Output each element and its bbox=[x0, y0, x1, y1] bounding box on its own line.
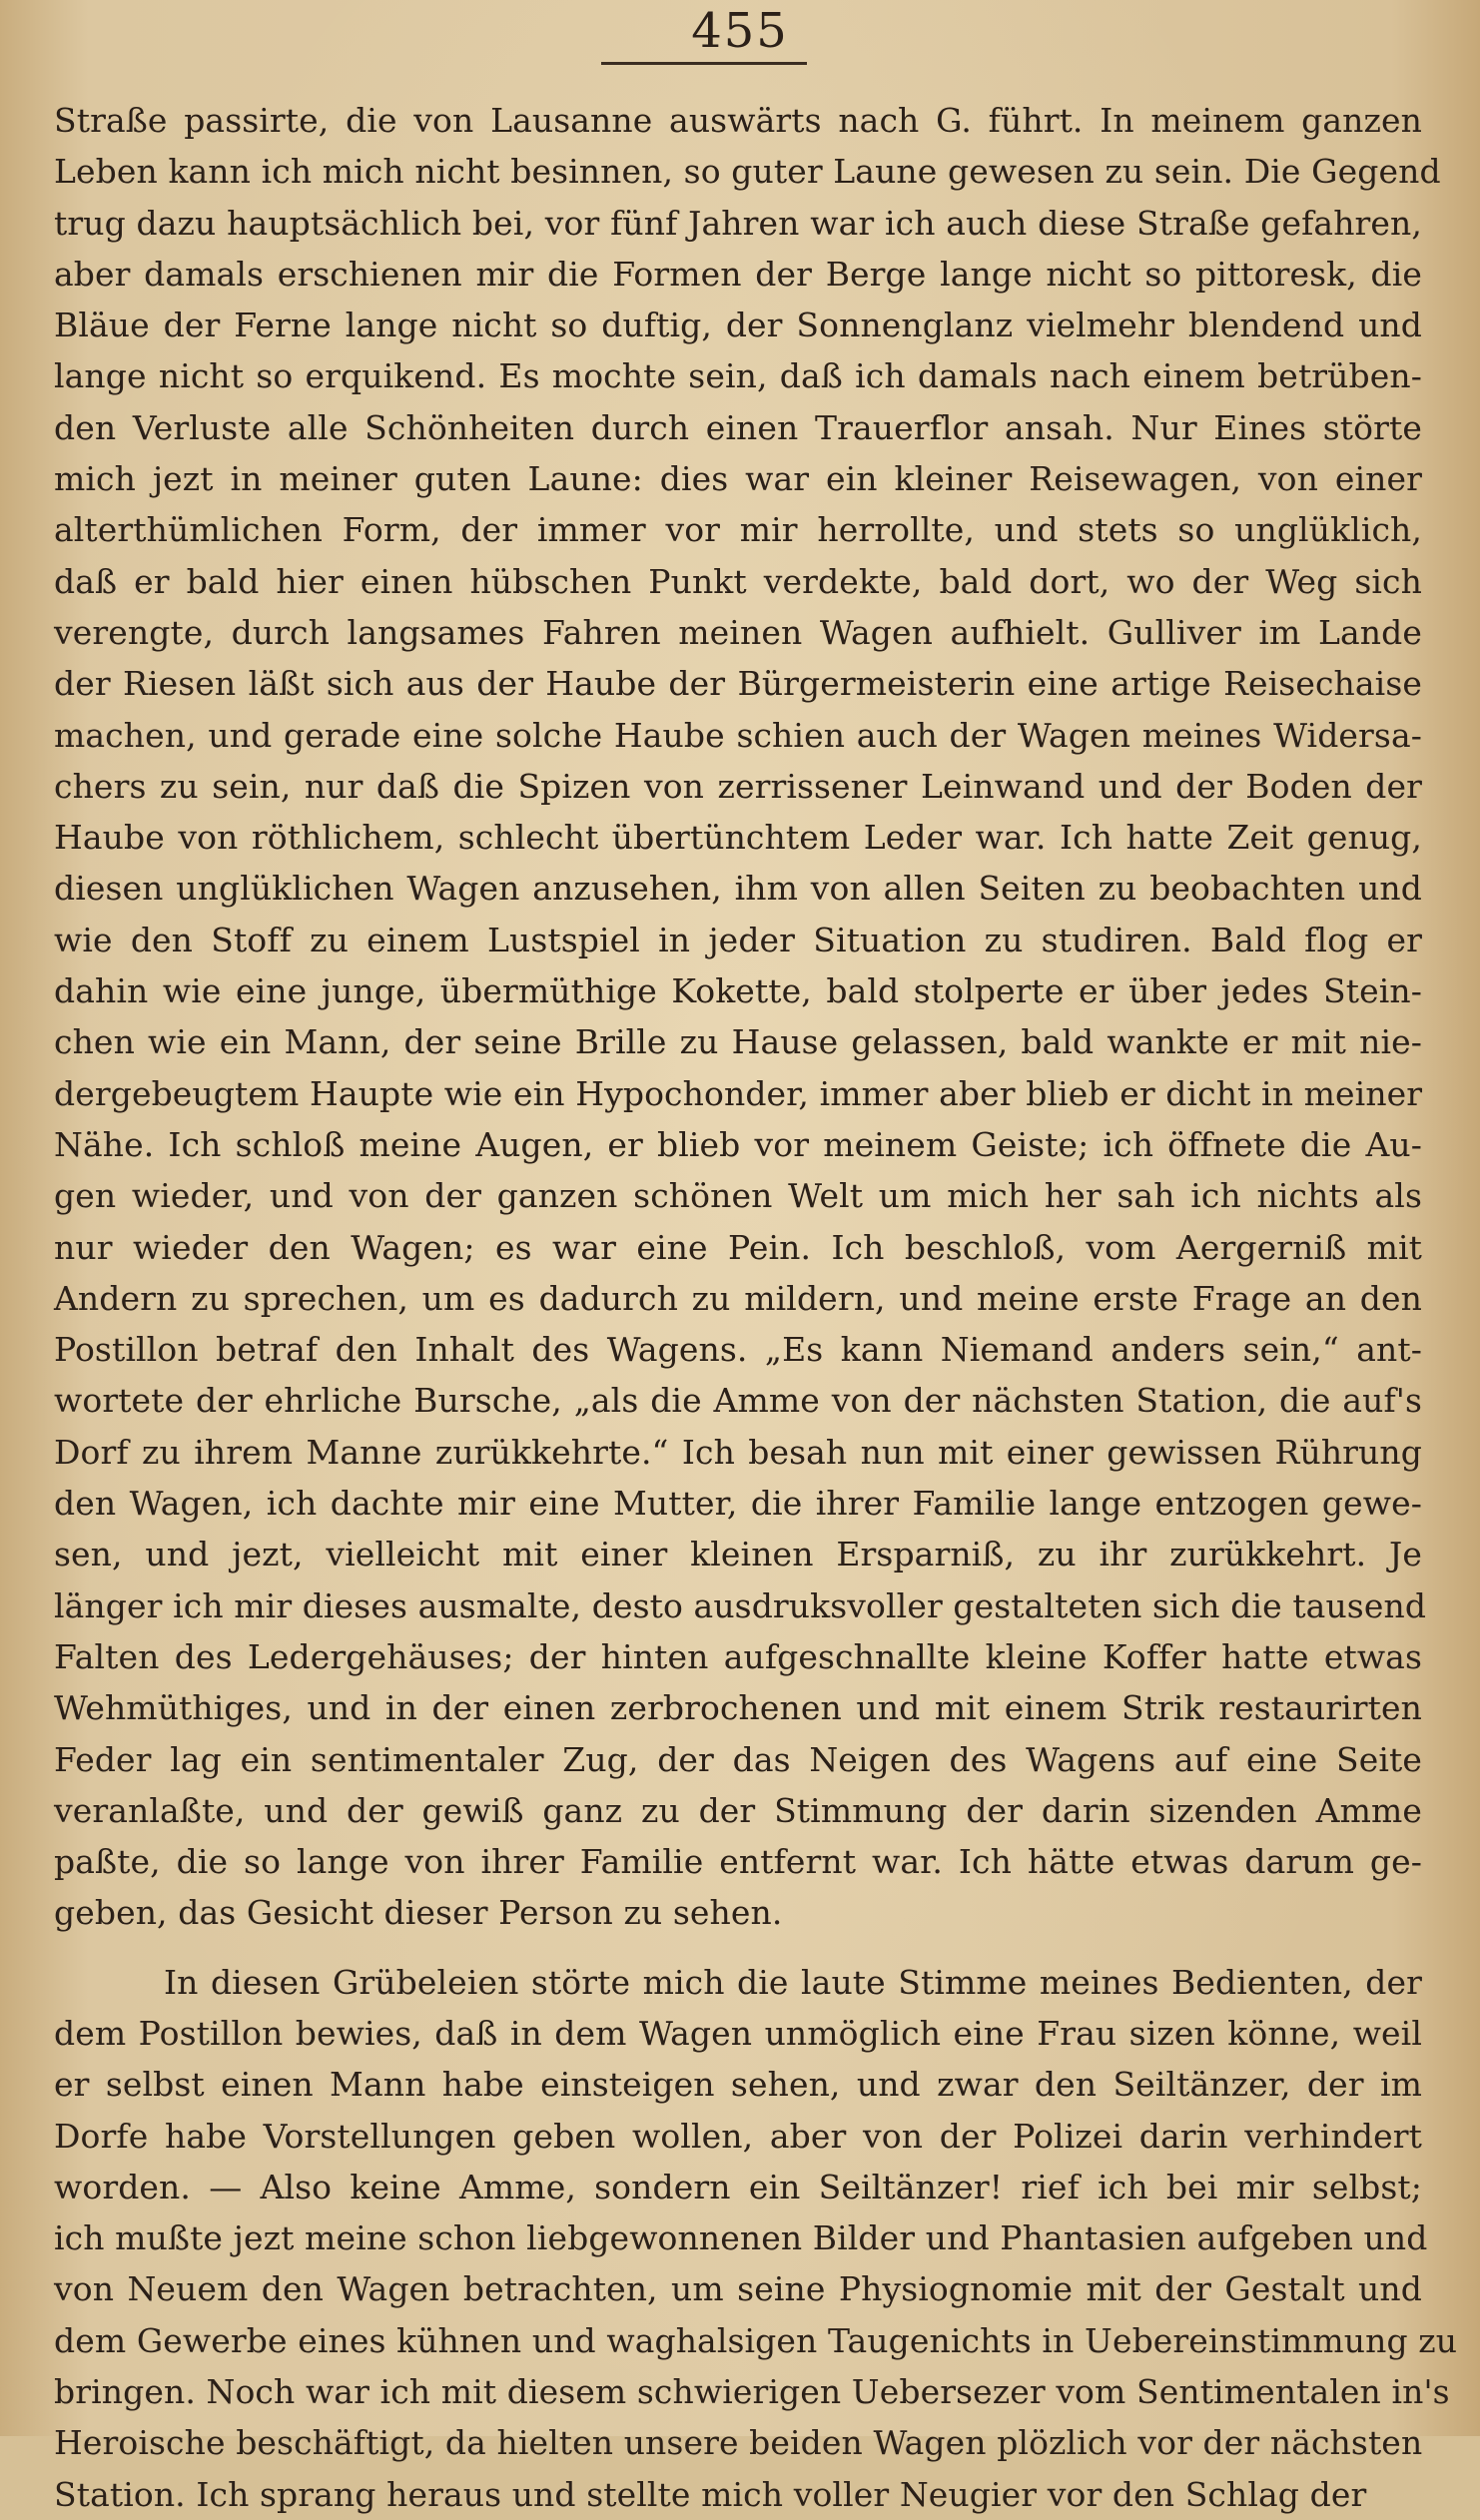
text-line: Postillon betraf den Inhalt des Wagens. „Es kann Niemand anders sein,“ ant- bbox=[54, 1330, 1422, 1370]
text-line: wortete der ehrliche Bursche, „als die Amme von der nächsten Station, die auf's bbox=[54, 1381, 1422, 1421]
text-line: Nähe. Ich schloß meine Augen, er blieb vor meinem Geiste; ich öffnete die Au- bbox=[54, 1124, 1422, 1164]
text-line: trug dazu hauptsächlich bei, vor fünf Jahren war ich auch diese Straße gefahren, bbox=[54, 203, 1422, 243]
text-line: diesen unglüklichen Wagen anzusehen, ihm von allen Seiten zu beobachten und bbox=[54, 869, 1422, 909]
text-line: verengte, durch langsames Fahren meinen Wagen aufhielt. Gulliver im Lande bbox=[54, 612, 1422, 652]
text-line: alterthümlichen Form, der immer vor mir herrollte, und stets so unglüklich, bbox=[54, 510, 1422, 550]
text-line: Feder lag ein sentimentaler Zug, der das Neigen des Wagens auf eine Seite bbox=[54, 1739, 1422, 1779]
text-line: Heroische beschäftigt, da hielten unsere beiden Wagen plözlich vor der nächsten bbox=[54, 2423, 1423, 2463]
text-line: aber damals erschienen mir die Formen der Berge lange nicht so pittoresk, die bbox=[54, 254, 1422, 294]
text-line: dem Postillon bewies, daß in dem Wagen unmöglich eine Frau sizen könne, weil bbox=[54, 2013, 1422, 2053]
text-line: Bläue der Ferne lange nicht so duftig, der Sonnenglanz vielmehr blendend und bbox=[54, 306, 1422, 345]
text-line: daß er bald hier einen hübschen Punkt verdekte, bald dort, wo der Weg sich bbox=[54, 561, 1422, 601]
text-line: der Riesen läßt sich aus der Haube der Bürgermeisterin eine artige Reisechaise bbox=[54, 664, 1422, 704]
text-line: wie den Stoff zu einem Lustspiel in jeder Situation zu studiren. Bald flog er bbox=[54, 920, 1422, 959]
text-line: sen, und jezt, vielleicht mit einer kleinen Ersparniß, zu ihr zurükkehrt. Je bbox=[54, 1535, 1422, 1575]
text-line: Wehmüthiges, und in der einen zerbrochenen und mit einem Strik restaurirten bbox=[54, 1688, 1422, 1728]
text-line: Dorf zu ihrem Manne zurükkehrte.“ Ich besah nun mit einer gewissen Rührung bbox=[54, 1432, 1422, 1472]
paragraph-1 bbox=[54, 95, 1441, 1939]
text-line: veranlaßte, und der gewiß ganz zu der Stimmung der darin sizenden Amme bbox=[54, 1790, 1422, 1830]
header-rule bbox=[601, 62, 807, 65]
text-line: Falten des Ledergehäuses; der hinten aufgeschnallte kleine Koffer hatte etwas bbox=[54, 1636, 1422, 1676]
text-line: In diesen Grübeleien störte mich die laute Stimme meines Bedienten, der bbox=[164, 1962, 1422, 2002]
text-line: lange nicht so erquikend. Es mochte sein, daß ich damals nach einem betrüben- bbox=[54, 356, 1422, 396]
text-line: nur wieder den Wagen; es war eine Pein. Ich beschloß, vom Aergerniß mit bbox=[54, 1227, 1422, 1267]
text-line: Leben kann ich mich nicht besinnen, so guter Laune gewesen zu sein. Die Gegend bbox=[54, 152, 1441, 192]
paragraph-gap bbox=[54, 1939, 1422, 1957]
text-line: chers zu sein, nur daß die Spizen von zerrissener Leinwand und der Boden der bbox=[54, 766, 1422, 806]
text-line: er selbst einen Mann habe einsteigen sehen, und zwar den Seiltänzer, der im bbox=[54, 2065, 1422, 2105]
text-line: Andern zu sprechen, um es dadurch zu mildern, und meine erste Frage an den bbox=[54, 1278, 1422, 1318]
text-line: worden. — Also keine Amme, sondern ein Seiltänzer! rief ich bei mir selbst; bbox=[54, 2167, 1422, 2206]
text-line: ich mußte jezt meine schon liebgewonnenen Bilder und Phantasien aufgeben und bbox=[54, 2218, 1428, 2258]
text-line: chen wie ein Mann, der seine Brille zu Hause gelassen, bald wankte er mit nie- bbox=[54, 1022, 1422, 1062]
text-line: Station. Ich sprang heraus und stellte mich voller Neugier vor den Schlag der bbox=[54, 2474, 1367, 2514]
text-line: Straße passirte, die von Lausanne auswärts nach G. führt. In meinem ganzen bbox=[54, 101, 1422, 140]
text-line: paßte, die so lange von ihrer Familie entfernt war. Ich hätte etwas darum ge- bbox=[54, 1842, 1422, 1882]
text-line: machen, und gerade eine solche Haube schien auch der Wagen meines Widersa- bbox=[54, 715, 1422, 755]
text-line: geben, das Gesicht dieser Person zu sehen. bbox=[54, 1893, 783, 1933]
paragraph-2 bbox=[54, 1957, 1458, 2520]
page-number: 455 bbox=[691, 3, 789, 59]
text-line: Haube von röthlichem, schlecht übertünchtem Leder war. Ich hatte Zeit genug, bbox=[54, 818, 1422, 858]
text-line: länger ich mir dieses ausmalte, desto ausdruksvoller gestalteten sich die tausend bbox=[54, 1585, 1427, 1625]
text-line: dergebeugtem Haupte wie ein Hypochonder, immer aber blieb er dicht in meiner bbox=[54, 1073, 1423, 1113]
text-line: von Neuem den Wagen betrachten, um seine Physiognomie mit der Gestalt und bbox=[54, 2269, 1422, 2309]
text-line: den Verluste alle Schönheiten durch einen Trauerflor ansah. Nur Eines störte bbox=[54, 407, 1422, 447]
text-line: bringen. Noch war ich mit diesem schwierigen Uebersezer vom Sentimentalen in's bbox=[54, 2372, 1450, 2412]
text-line: dem Gewerbe eines kühnen und waghalsigen Taugenichts in Uebereinstimmung zu bbox=[54, 2320, 1458, 2360]
text-line: gen wieder, und von der ganzen schönen Welt um mich her sah ich nichts als bbox=[54, 1176, 1422, 1216]
body-text bbox=[54, 95, 1458, 2520]
text-line: Dorfe habe Vorstellungen geben wollen, aber von der Polizei darin verhindert bbox=[54, 2116, 1422, 2156]
text-line: den Wagen, ich dachte mir eine Mutter, die ihrer Familie lange entzogen gewe- bbox=[54, 1484, 1422, 1524]
text-line: mich jezt in meiner guten Laune: dies war ein kleiner Reisewagen, von einer bbox=[54, 459, 1422, 499]
text-line: dahin wie eine junge, übermüthige Kokette, bald stolperte er über jedes Stein- bbox=[54, 971, 1422, 1011]
